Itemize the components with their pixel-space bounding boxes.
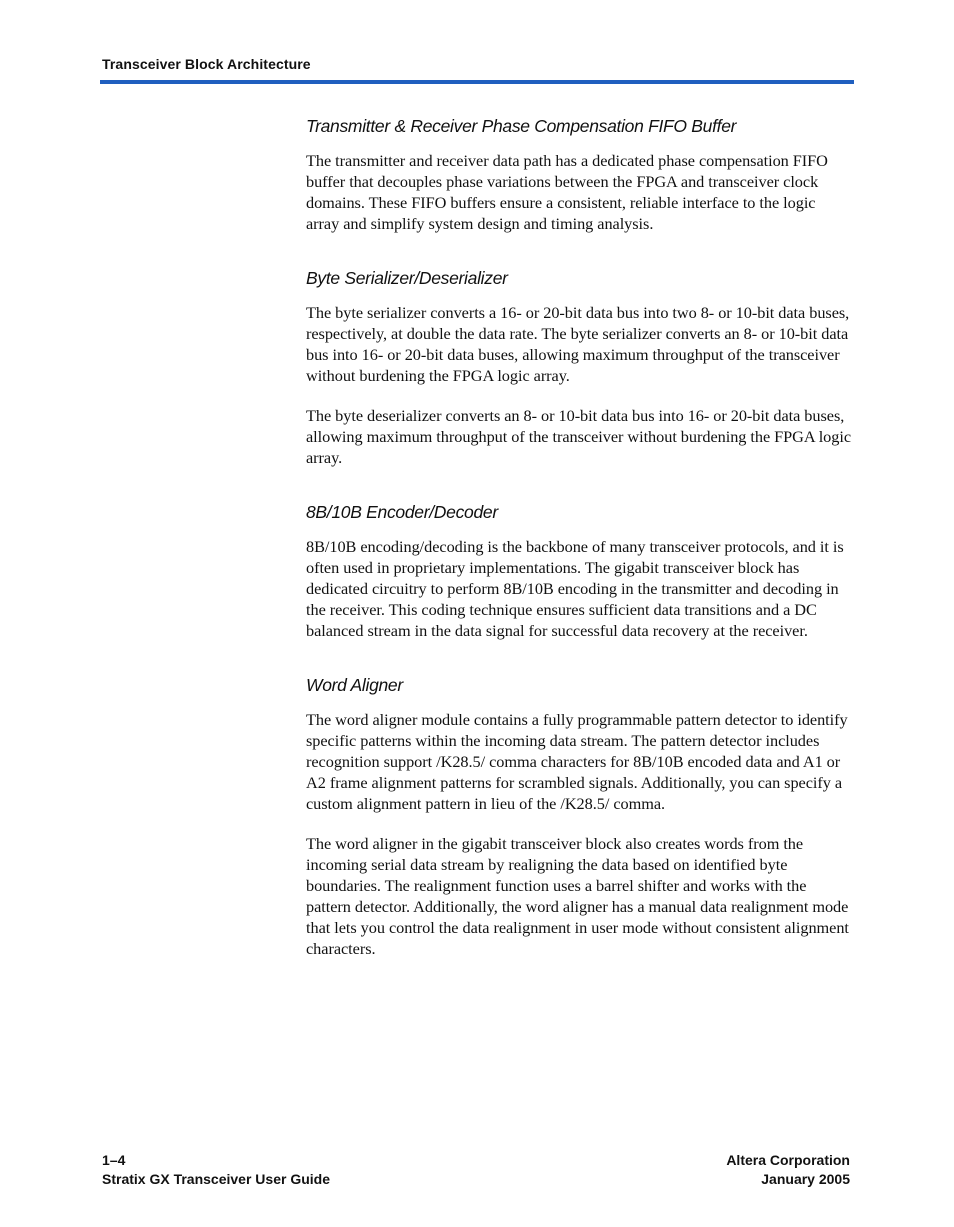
paragraph-byte-deserializer: The byte deserializer converts an 8- or 10-bit data bus into 16- or 20-bit data buses, allowing maximum throughput of the transceiver without burdening the FPGA logic array. (306, 406, 852, 467)
paragraph-byte-serializer: The byte serializer converts a 16- or 20-bit data bus into two 8- or 10-bit data buses, respectively, at double the data rate. The byte serializer converts an 8- or 10-bit data bus into 16- or 20-bit data buses, allowing maximum throughput of the transceiver without burdening the FPGA logic array. (306, 303, 850, 385)
page-body (306, 116, 852, 978)
page-number: 1–4 (102, 1152, 126, 1168)
paragraph-word-aligner-pattern: The word aligner module contains a fully programmable pattern detector to identify specific patterns within the incoming data stream. The pattern detector includes recognition support /K28.5/ comma characters for 8B/10B encoded data and A1 or A2 frame alignment patterns for scrambled signals. Additionally, you can specify a custom alignment pattern in lieu of the /K28.5/ comma. (306, 710, 848, 813)
company-name: Altera Corporation (726, 1152, 850, 1168)
paragraph-word-aligner-realignment: The word aligner in the gigabit transceiver block also creates words from the incoming serial data stream by realigning the data based on identified byte boundaries. The realignment function uses a barrel shifter and works with the pattern detector. Additionally, the word aligner has a manual data realignment mode that lets you control the data realignment in user mode without consistent alignment characters. (306, 834, 849, 958)
section-heading-fifo-buffer: Transmitter & Receiver Phase Compensation FIFO Buffer (306, 116, 737, 136)
publication-date: January 2005 (761, 1170, 850, 1187)
section-heading-word-aligner: Word Aligner (306, 675, 403, 695)
running-head: Transceiver Block Architecture (102, 56, 311, 72)
header-rule (100, 80, 854, 84)
paragraph-fifo-buffer: The transmitter and receiver data path has a dedicated phase compensation FIFO buffer that decouples phase variations between the FPGA and transceiver clock domains. These FIFO buffers ensure a consistent, reliable interface to the logic array and simplify system design and timing analysis. (306, 151, 828, 233)
section-heading-encoder-decoder: 8B/10B Encoder/Decoder (306, 502, 498, 522)
footer-left (102, 1151, 330, 1188)
paragraph-encoder-decoder: 8B/10B encoding/decoding is the backbone of many transceiver protocols, and it is often used in proprietary implementations. The gigabit transceiver block has dedicated circuitry to perform 8B/10B encoding in the transmitter and decoding in the receiver. This coding technique ensures sufficient data transitions and a DC balanced stream in the data signal for successful data recovery at the receiver. (306, 537, 844, 640)
section-heading-byte-serializer: Byte Serializer/Deserializer (306, 268, 508, 288)
footer-right (726, 1151, 850, 1188)
guide-title: Stratix GX Transceiver User Guide (102, 1170, 330, 1187)
